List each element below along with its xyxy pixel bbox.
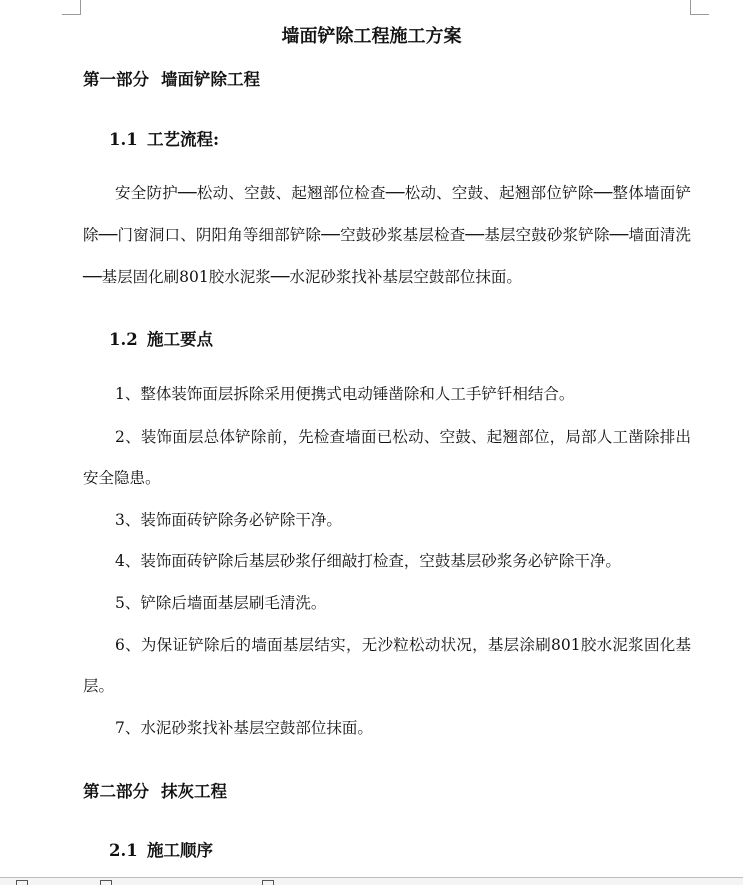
- list-item: 5、铲除后墙面基层刷毛清洗。: [115, 594, 327, 612]
- section-name: 施工要点: [147, 330, 213, 349]
- status-bar: [0, 877, 743, 885]
- list-item: 6、为保证铲除后的墙面基层结实，无沙粒松动状况，基层涂刷801胶水泥浆固化基层。: [83, 636, 691, 695]
- crop-mark-top-left: [62, 0, 81, 15]
- section-name: 工艺流程:: [147, 130, 220, 149]
- section-number: 2.1: [109, 841, 138, 860]
- list-item: 7、水泥砂浆找补基层空鼓部位抹面。: [115, 719, 373, 737]
- list-item: 1、整体装饰面层拆除采用便携式电动锤凿除和人工手铲钎相结合。: [115, 385, 575, 403]
- part-heading-2: [83, 778, 227, 802]
- layout-icon: [262, 880, 274, 885]
- part-heading-1: [83, 66, 260, 90]
- section-heading-1-2: [109, 326, 213, 350]
- list-item: 2、装饰面层总体铲除前，先检查墙面已松动、空鼓、起翘部位，局部人工凿除排出安全隐患。: [83, 428, 691, 487]
- word-count-icon: [100, 880, 112, 885]
- section-heading-2-1: [109, 837, 213, 861]
- section-number: 1.1: [109, 130, 138, 149]
- crop-mark-top-right: [690, 0, 709, 15]
- list-item: 4、装饰面砖铲除后基层砂浆仔细敲打检查，空鼓基层砂浆务必铲除干净。: [115, 552, 621, 570]
- section-heading-1-1: [109, 126, 219, 150]
- part-label: 第二部分: [83, 782, 149, 801]
- part-name: 墙面铲除工程: [161, 70, 260, 89]
- section-number: 1.2: [109, 330, 138, 349]
- section-name: 施工顺序: [147, 841, 213, 860]
- part-label: 第一部分: [83, 70, 149, 89]
- page-icon: [16, 880, 28, 885]
- process-flow-paragraph: 安全防护──松动、空鼓、起翘部位检查──松动、空鼓、起翘部位铲除──整体墙面铲除──门窗洞口、阴阳角等细部铲除──空鼓砂浆基层检查──基层空鼓砂浆铲除──墙面清洗──基层固化刷801胶水泥浆──水泥砂浆找补基层空鼓部位抹面。: [83, 184, 691, 286]
- document-title: 墙面铲除工程施工方案: [281, 26, 462, 47]
- part-name: 抹灰工程: [161, 782, 227, 801]
- list-item: 3、装饰面砖铲除务必铲除干净。: [115, 511, 342, 529]
